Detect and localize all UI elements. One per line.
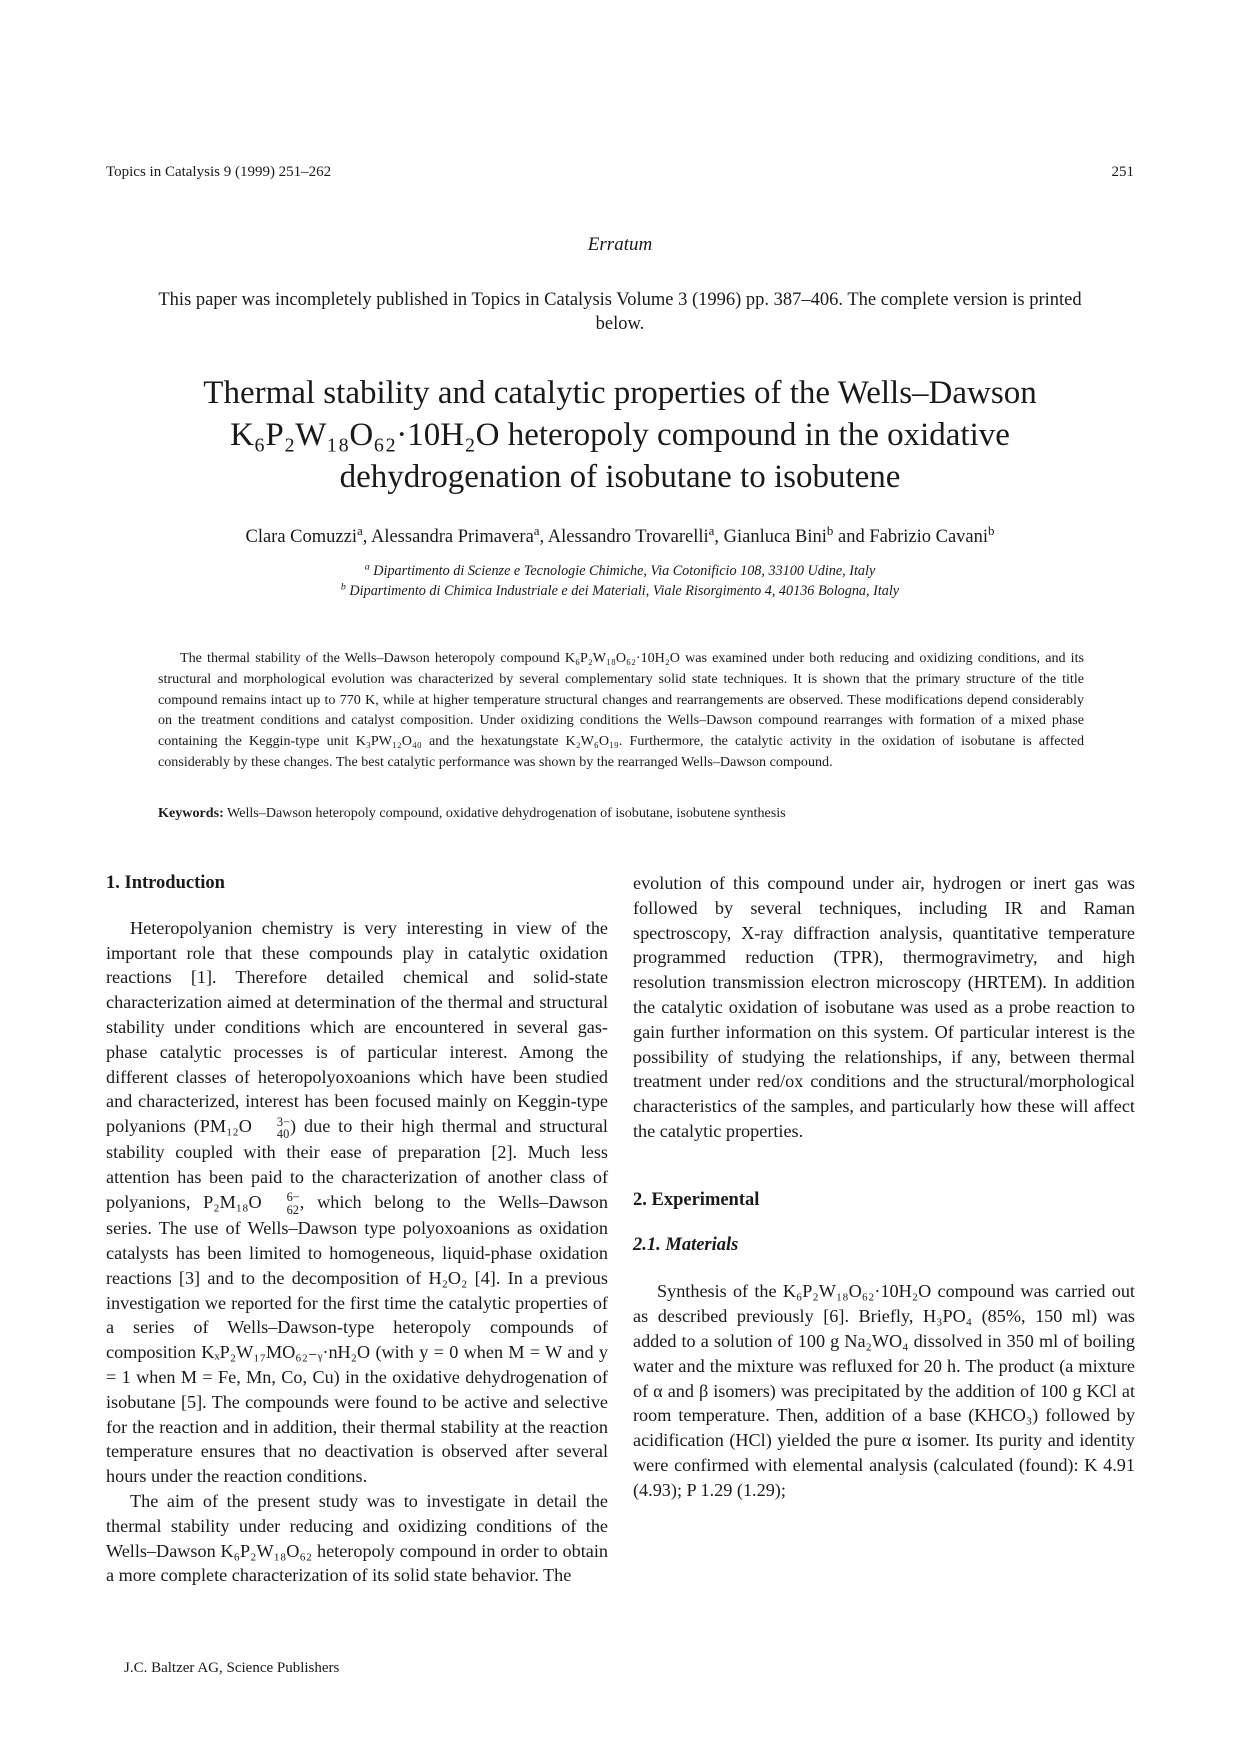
abstract-formula: K₃PW₁₂O₄₀: [355, 733, 422, 750]
author-affiliation-mark: a: [533, 522, 540, 538]
author: Clara Comuzzi: [245, 527, 357, 547]
title-line-3: dehydrogenation of isobutane to isobutene: [339, 459, 901, 495]
formula-script: [263, 1191, 300, 1216]
author: Gianluca Bini: [723, 527, 827, 547]
affiliation-mark: a: [364, 561, 370, 573]
formula: H₃PO₄: [922, 1306, 973, 1327]
abstract: [158, 648, 1084, 773]
author: Alessandro Trovarelli: [547, 527, 709, 547]
abstract-formula: K₆P₂W₁₈O₆₂·10H₂O: [564, 650, 680, 666]
affiliation-text: Dipartimento di Chimica Industriale e dei Materiali, Viale Risorgimento 4, 40136 Bologna, Italy: [349, 583, 900, 599]
publisher-footer: J.C. Baltzer AG, Science Publishers: [124, 1660, 340, 1676]
page-number: 251: [1111, 164, 1134, 180]
affiliations: [0, 561, 1240, 601]
journal-reference: Topics in Catalysis 9 (1999) 251–262: [106, 164, 332, 180]
materials-paragraph: [633, 1279, 1135, 1502]
formula: H₂O₂: [428, 1267, 468, 1288]
author-list: Clara Comuzzi$^a$, Alessandra Primavera$^a$, Alessandro Trovarelli$^a$, Gianluca Bini$^b$ and Fabrizio Cavani$^b$: [245, 522, 995, 547]
formula-wells-dawson: [203, 1190, 300, 1217]
formula-charge: 6−: [286, 1190, 300, 1205]
title-line-2: [130, 414, 1110, 456]
introduction-heading: 1. Introduction: [106, 873, 225, 893]
introduction-paragraph-2: [106, 1489, 608, 1588]
title-formula: K₆P₂W₁₈O₆₂·10H₂O: [230, 417, 500, 453]
formula-base: P₂M₁₈O: [203, 1191, 262, 1212]
paragraph-text: ) due to their high thermal and structural stability coupled with their ease of preparation [2]. Much less attention has been paid to the characterization of another class of polyanions,: [106, 1116, 608, 1212]
author-affiliation-mark: a: [356, 522, 363, 538]
author-affiliation-mark: a: [708, 522, 715, 538]
title-line-2-rest: heteropoly compound in the oxidative: [499, 417, 1010, 453]
abstract-text: The thermal stability of the Wells–Dawson heteropoly compound: [180, 650, 565, 666]
erratum-note: This paper was incompletely published in Topics in Catalysis Volume 3 (1996) pp. 387–406. The complete version is printed below.: [158, 290, 1082, 334]
title-line-1: Thermal stability and catalytic properties of the Wells–Dawson: [203, 375, 1037, 411]
left-column: [106, 871, 608, 1588]
formula-subscript: 40: [276, 1127, 290, 1141]
keywords: [158, 805, 1084, 822]
paragraph-text: [4]. In a previous investigation we reported for the first time the catalytic properties of a series of Wells–Dawson-type heteropoly compounds of composition: [106, 1267, 608, 1363]
introduction-paragraph-2-continued: [633, 871, 1135, 1144]
formula-base: PM₁₂O: [199, 1116, 252, 1137]
affiliation-text: Dipartimento di Scienze e Tecnologie Chimiche, Via Cotonificio 108, 33100 Udine, Italy: [373, 563, 876, 579]
authors-and: and: [838, 527, 865, 547]
formula: Na₂WO₄: [844, 1330, 909, 1351]
experimental-heading: 2. Experimental: [633, 1189, 760, 1210]
introduction-paragraph-1: [106, 916, 608, 1489]
paragraph-text: Synthesis of the: [657, 1281, 783, 1302]
author-affiliation-mark: b: [826, 522, 834, 538]
formula-script: [253, 1116, 290, 1141]
materials-subheading: 2.1. Materials: [633, 1234, 739, 1255]
formula-keggin: [199, 1114, 291, 1141]
formula-subscript: 62: [286, 1202, 299, 1217]
abstract-formula: K₂W₆O₁₉: [565, 733, 619, 750]
erratum-label: Erratum: [587, 234, 653, 255]
paragraph-text: (with y = 0 when M = W and y = 1 when M = Fe, Mn, Co, Cu) in the oxidative dehydrogenation of isobutane [5]. The compounds were found to be active and selective for the reaction and in addition, their thermal stability at the reaction temperature ensures that no deactivation is observed after several hours under the reaction conditions.: [106, 1342, 608, 1487]
author: Fabrizio Cavani: [869, 527, 989, 547]
paragraph-text: ) followed by acidification (HCl) yielded the pure α isomer. Its purity and identity were confirmed with elemental analysis (calculated (found): K 4.91 (4.93); P 1.29 (1.29);: [633, 1405, 1135, 1500]
formula: K₆P₂W₁₈O₆₂: [220, 1540, 313, 1561]
paper-title: [130, 372, 1110, 498]
keywords-label: Keywords:: [158, 805, 224, 821]
paragraph-text: Heteropolyanion chemistry is very interesting in view of the important role that these compounds play in catalytic oxidation reactions [1]. Therefore detailed chemical and solid-state characterization aimed at determination of the thermal and structural stability under conditions which are encountered in several gas-phase catalytic processes is of particular interest. Among the different classes of heteropolyoxoanions which have been studied and characterized, interest has been focused mainly on Keggin-type polyanions (: [106, 917, 608, 1137]
abstract-text: . Furthermore, the catalytic activity in the oxidation of isobutane is affected considerably by these changes. The best catalytic performance was shown by the rearranged Wells–Dawson compound.: [158, 733, 1084, 770]
author: Alessandra Primavera: [370, 527, 534, 547]
affiliation-a: [0, 561, 1240, 581]
paragraph-text: compound was carried out as described previously [6]. Briefly,: [633, 1281, 1135, 1327]
formula: KHCO₃: [974, 1405, 1033, 1426]
paragraph-text: (85%, 150 ml) was added to a solution of 100 g: [633, 1306, 1135, 1351]
author-affiliation-mark: b: [988, 522, 995, 538]
paragraph-text: evolution of this compound under air, hydrogen or inert gas was followed by several techniques, including IR and Raman spectroscopy, X-ray diffraction analysis, quantitative temperature programmed reduction (TPR), thermogravimetry, and high resolution transmission electron microscopy (HRTEM). In addition the catalytic oxidation of isobutane was used as a probe reaction to gain further information on this system. Of particular interest is the possibility of studying the relationships, if any, between thermal treatment under red/ox conditions and the structural/morphological characteristics of the samples, and particularly how these will affect the catalytic properties.: [633, 873, 1135, 1141]
paragraph-text: , which belong to the Wells–Dawson series. The use of Wells–Dawson type polyoxoanions as oxidation catalysts has been limited to homogeneous, liquid-phase oxidation reactions [3] and to the decomposition of: [106, 1191, 608, 1288]
right-column: [633, 871, 1135, 1503]
affiliation-b: [0, 581, 1240, 601]
affiliation-mark: b: [340, 581, 346, 593]
paragraph-text: dissolved in 350 ml of boiling water and the mixture was refluxed for 20 h. The product (a mixture of α and β isomers) was precipitated by the addition of 100 g KCl at room temperature. Then, addition of a base (: [633, 1330, 1135, 1426]
formula: KₓP₂W₁₇MO₆₂₋ᵧ·nH₂O: [201, 1342, 371, 1363]
formula-charge: 3−: [276, 1114, 291, 1129]
paragraph-text: heteropoly compound in order to obtain a more complete characterization of its solid state behavior. The: [106, 1540, 608, 1586]
formula: K₆P₂W₁₈O₆₂·10H₂O: [782, 1281, 932, 1302]
keywords-text: Wells–Dawson heteropoly compound, oxidative dehydrogenation of isobutane, isobutene synthesis: [227, 805, 786, 821]
abstract-text: and the hexatungstate: [421, 733, 566, 750]
abstract-text: was examined under both reducing and oxidizing conditions, and its structural and morphological evolution was characterized by several complementary solid state techniques. It is shown that the primary structure of the title compound remains intact up to 770 K, while at higher temperature structural changes and rearrangements are observed. These modifications depend considerably on the treatment conditions and catalyst composition. Under oxidizing conditions the Wells–Dawson compound rearranges with formation of a mixed phase containing the Keggin-type unit: [158, 650, 1084, 750]
paragraph-text: The aim of the present study was to investigate in detail the thermal stability under reducing and oxidizing conditions of the Wells–Dawson: [106, 1490, 608, 1561]
